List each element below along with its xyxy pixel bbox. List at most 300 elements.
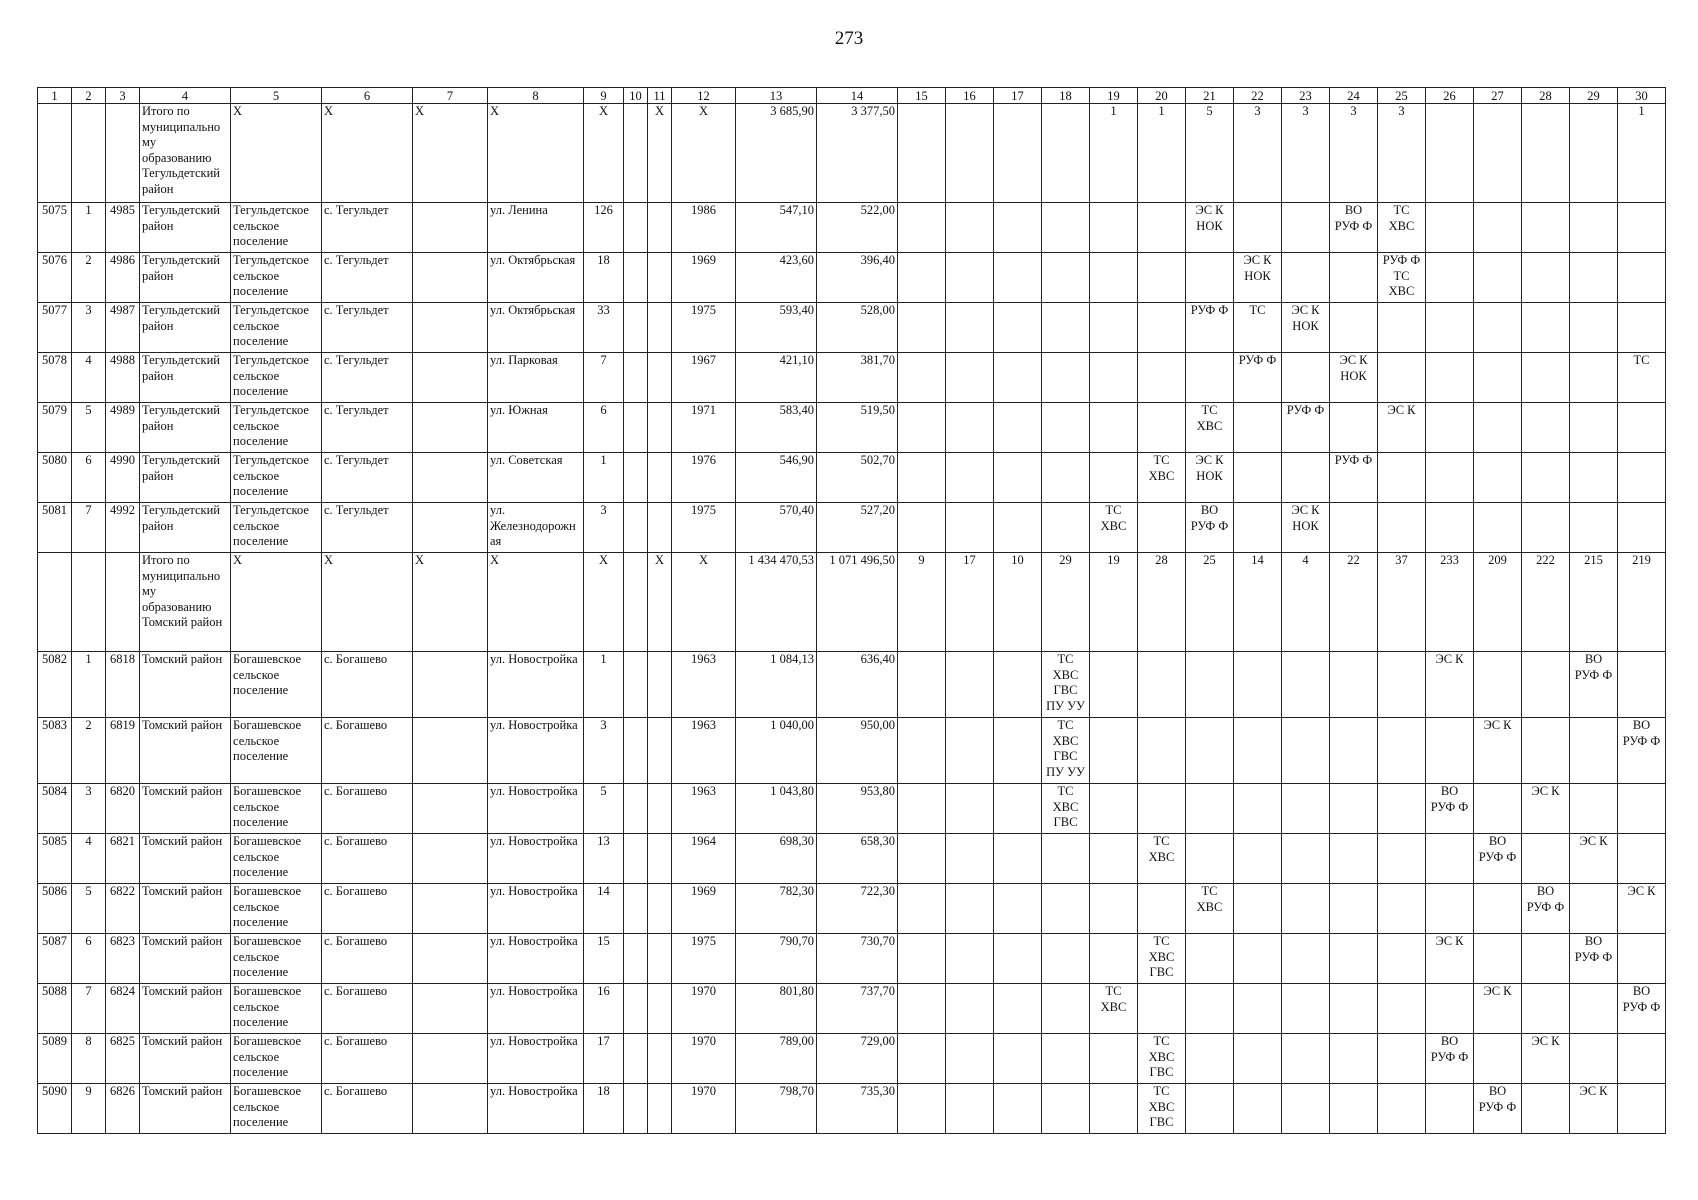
table-cell: Богашевское сельское поселение xyxy=(231,784,322,834)
table-cell: 1964 xyxy=(672,834,736,884)
table-cell xyxy=(624,652,648,718)
table-cell xyxy=(1618,253,1666,303)
table-cell: 1 043,80 xyxy=(736,784,817,834)
table-cell: 5090 xyxy=(38,1084,72,1134)
table-row xyxy=(38,652,1666,718)
table-cell xyxy=(1282,884,1330,934)
table-cell xyxy=(946,718,994,784)
table-cell: 1970 xyxy=(672,984,736,1034)
table-cell xyxy=(648,652,672,718)
table-cell xyxy=(1522,403,1570,453)
table-cell xyxy=(1522,303,1570,353)
table-cell xyxy=(1570,303,1618,353)
table-cell xyxy=(413,718,488,784)
table-cell xyxy=(1378,1034,1426,1084)
table-row xyxy=(38,453,1666,503)
column-number-cell: 24 xyxy=(1330,88,1378,104)
table-cell xyxy=(1042,104,1090,203)
table-cell: 219 xyxy=(1618,553,1666,652)
column-number-cell: 28 xyxy=(1522,88,1570,104)
table-cell: 546,90 xyxy=(736,453,817,503)
table-cell: ТС ХВС xyxy=(1186,884,1234,934)
table-cell xyxy=(1138,503,1186,553)
table-cell: 6 xyxy=(72,453,106,503)
table-row xyxy=(38,1034,1666,1084)
table-cell xyxy=(898,104,946,203)
table-cell: 33 xyxy=(584,303,624,353)
table-cell: 1 xyxy=(584,453,624,503)
table-cell xyxy=(1378,1084,1426,1134)
table-cell xyxy=(1090,784,1138,834)
table-cell xyxy=(1474,884,1522,934)
table-cell xyxy=(1378,784,1426,834)
column-number-cell: 17 xyxy=(994,88,1042,104)
table-cell xyxy=(1618,203,1666,253)
table-cell xyxy=(1330,652,1378,718)
table-cell: X xyxy=(231,104,322,203)
table-cell xyxy=(946,934,994,984)
table-cell xyxy=(1090,718,1138,784)
table-cell xyxy=(994,353,1042,403)
table-cell xyxy=(1570,453,1618,503)
table-cell xyxy=(1234,934,1282,984)
total-row xyxy=(38,553,1666,652)
table-cell: 1963 xyxy=(672,784,736,834)
table-cell: 1 084,13 xyxy=(736,652,817,718)
table-cell: ВО РУФ Ф xyxy=(1618,718,1666,784)
table-cell: 729,00 xyxy=(817,1034,898,1084)
table-cell: Богашевское сельское поселение xyxy=(231,718,322,784)
table-cell xyxy=(1570,203,1618,253)
table-cell xyxy=(624,253,648,303)
table-cell: ТС ХВС xyxy=(1090,984,1138,1034)
table-cell: Богашевское сельское поселение xyxy=(231,834,322,884)
table-cell: 5080 xyxy=(38,453,72,503)
table-cell: ТС xyxy=(1234,303,1282,353)
column-number-cell: 12 xyxy=(672,88,736,104)
table-cell xyxy=(1378,934,1426,984)
table-cell xyxy=(1474,652,1522,718)
table-cell: с. Богашево xyxy=(322,1084,413,1134)
column-number-cell: 27 xyxy=(1474,88,1522,104)
table-cell xyxy=(1426,104,1474,203)
table-row xyxy=(38,203,1666,253)
table-row xyxy=(38,884,1666,934)
table-cell: Тегульдетское сельское поселение xyxy=(231,353,322,403)
table-cell: 1971 xyxy=(672,403,736,453)
table-cell xyxy=(1090,934,1138,984)
table-cell: с. Тегульдет xyxy=(322,203,413,253)
table-cell: 6823 xyxy=(106,934,140,984)
table-cell: 1967 xyxy=(672,353,736,403)
column-number-cell: 22 xyxy=(1234,88,1282,104)
table-cell xyxy=(624,503,648,553)
table-cell xyxy=(624,104,648,203)
table-cell xyxy=(1330,403,1378,453)
table-cell: Томский район xyxy=(140,1084,231,1134)
table-cell: с. Богашево xyxy=(322,784,413,834)
table-cell: Томский район xyxy=(140,934,231,984)
table-cell: с. Богашево xyxy=(322,884,413,934)
table-cell xyxy=(1282,934,1330,984)
table-cell: Тегульдетский район xyxy=(140,353,231,403)
table-cell: ул. Новостройка xyxy=(488,884,584,934)
table-cell: 3 xyxy=(584,718,624,784)
table-cell: ул. Новостройка xyxy=(488,934,584,984)
table-cell: 215 xyxy=(1570,553,1618,652)
table-cell: 17 xyxy=(584,1034,624,1084)
table-cell xyxy=(1426,1084,1474,1134)
table-cell: ЭС К xyxy=(1522,784,1570,834)
table-cell xyxy=(994,934,1042,984)
table-cell xyxy=(1138,884,1186,934)
table-cell: 1970 xyxy=(672,1034,736,1084)
table-cell: 10 xyxy=(994,553,1042,652)
table-cell xyxy=(624,784,648,834)
table-cell: Богашевское сельское поселение xyxy=(231,1084,322,1134)
table-cell xyxy=(648,784,672,834)
table-cell xyxy=(1570,1034,1618,1084)
table-cell: ЭС К НОК xyxy=(1234,253,1282,303)
table-cell xyxy=(1426,403,1474,453)
table-cell xyxy=(1378,303,1426,353)
table-cell xyxy=(898,884,946,934)
table-cell xyxy=(898,784,946,834)
table-cell: ТС ХВС xyxy=(1090,503,1138,553)
table-cell xyxy=(1138,403,1186,453)
table-cell xyxy=(413,934,488,984)
table-cell: 5088 xyxy=(38,984,72,1034)
table-row xyxy=(38,403,1666,453)
table-cell: ВО РУФ Ф xyxy=(1522,884,1570,934)
table-cell xyxy=(1138,784,1186,834)
table-cell xyxy=(624,453,648,503)
table-cell: РУФ Ф xyxy=(1330,453,1378,503)
table-cell xyxy=(1618,834,1666,884)
table-cell xyxy=(898,403,946,453)
table-cell: 5078 xyxy=(38,353,72,403)
table-cell xyxy=(1282,253,1330,303)
table-cell xyxy=(946,403,994,453)
table-cell: 19 xyxy=(1090,553,1138,652)
table-cell xyxy=(1522,453,1570,503)
table-cell xyxy=(648,203,672,253)
table-cell xyxy=(1282,353,1330,403)
table-cell: 502,70 xyxy=(817,453,898,503)
table-cell: с. Тегульдет xyxy=(322,303,413,353)
table-cell xyxy=(1186,652,1234,718)
table-cell: 222 xyxy=(1522,553,1570,652)
table-cell xyxy=(1138,303,1186,353)
table-cell xyxy=(1042,203,1090,253)
table-cell xyxy=(946,353,994,403)
table-cell xyxy=(898,652,946,718)
table-cell: Богашевское сельское поселение xyxy=(231,984,322,1034)
table-cell: 570,40 xyxy=(736,503,817,553)
table-cell: 1 xyxy=(72,203,106,253)
table-cell: 4 xyxy=(72,353,106,403)
table-cell: 782,30 xyxy=(736,884,817,934)
table-cell: 4987 xyxy=(106,303,140,353)
table-cell: 7 xyxy=(584,353,624,403)
table-cell: РУФ Ф xyxy=(1282,403,1330,453)
table-cell: ВО РУФ Ф xyxy=(1618,984,1666,1034)
table-cell xyxy=(1282,718,1330,784)
table-row xyxy=(38,834,1666,884)
table-cell: с. Богашево xyxy=(322,984,413,1034)
table-cell xyxy=(1090,1034,1138,1084)
table-cell xyxy=(1234,884,1282,934)
table-cell: 1969 xyxy=(672,253,736,303)
column-number-cell: 15 xyxy=(898,88,946,104)
table-cell xyxy=(946,503,994,553)
table-cell xyxy=(648,253,672,303)
table-cell xyxy=(898,253,946,303)
page-number: 273 xyxy=(834,28,864,49)
table-cell xyxy=(413,303,488,353)
table-cell xyxy=(1474,1034,1522,1084)
table-cell xyxy=(1522,203,1570,253)
table-cell: 1963 xyxy=(672,718,736,784)
table-cell: X xyxy=(413,553,488,652)
table-cell: 4985 xyxy=(106,203,140,253)
table-cell: 4986 xyxy=(106,253,140,303)
table-cell xyxy=(1042,303,1090,353)
table-cell: 3 685,90 xyxy=(736,104,817,203)
table-cell: 18 xyxy=(584,1084,624,1134)
table-cell: 209 xyxy=(1474,553,1522,652)
table-cell xyxy=(1426,984,1474,1034)
table-cell xyxy=(1138,652,1186,718)
table-cell xyxy=(1090,453,1138,503)
table-cell xyxy=(1330,253,1378,303)
table-cell xyxy=(1186,784,1234,834)
table-cell: 4990 xyxy=(106,453,140,503)
table-cell xyxy=(1234,834,1282,884)
table-cell: 5081 xyxy=(38,503,72,553)
table-cell xyxy=(648,1084,672,1134)
total-row xyxy=(38,104,1666,203)
table-cell: 9 xyxy=(898,553,946,652)
column-number-cell: 16 xyxy=(946,88,994,104)
table-cell xyxy=(1234,403,1282,453)
table-cell: ул. Парковая xyxy=(488,353,584,403)
housing-register-table xyxy=(37,87,1666,1134)
table-cell: Тегульдетское сельское поселение xyxy=(231,403,322,453)
table-cell xyxy=(624,984,648,1034)
table-cell xyxy=(1138,203,1186,253)
table-cell: ВО РУФ Ф xyxy=(1330,203,1378,253)
table-cell: Томский район xyxy=(140,834,231,884)
table-cell: ТС xyxy=(1618,353,1666,403)
table-cell: 1 xyxy=(1138,104,1186,203)
table-cell xyxy=(1330,984,1378,1034)
table-cell xyxy=(1522,934,1570,984)
table-cell xyxy=(994,503,1042,553)
table-cell xyxy=(1378,718,1426,784)
table-cell: ТС ХВС xyxy=(1186,403,1234,453)
table-cell: Тегульдетское сельское поселение xyxy=(231,503,322,553)
table-cell: ЭС К xyxy=(1522,1034,1570,1084)
table-cell: 528,00 xyxy=(817,303,898,353)
table-cell xyxy=(1234,453,1282,503)
table-cell: 396,40 xyxy=(817,253,898,303)
table-cell: 14 xyxy=(584,884,624,934)
table-cell: ЭС К xyxy=(1378,403,1426,453)
table-cell: ВО РУФ Ф xyxy=(1426,784,1474,834)
table-cell: 698,30 xyxy=(736,834,817,884)
table-cell xyxy=(994,1084,1042,1134)
table-cell xyxy=(1474,403,1522,453)
table-cell xyxy=(1522,1084,1570,1134)
table-cell xyxy=(624,303,648,353)
table-cell: Тегульдетское сельское поселение xyxy=(231,203,322,253)
column-number-cell: 30 xyxy=(1618,88,1666,104)
table-cell: 1 xyxy=(72,652,106,718)
table-cell: с. Тегульдет xyxy=(322,253,413,303)
table-cell: 28 xyxy=(1138,553,1186,652)
table-cell xyxy=(1618,934,1666,984)
table-cell: 735,30 xyxy=(817,1084,898,1134)
table-cell: X xyxy=(413,104,488,203)
table-cell xyxy=(413,403,488,453)
table-cell xyxy=(1186,253,1234,303)
table-cell: 6821 xyxy=(106,834,140,884)
table-cell: 636,40 xyxy=(817,652,898,718)
table-cell xyxy=(38,553,72,652)
table-cell xyxy=(1330,884,1378,934)
table-cell: 5077 xyxy=(38,303,72,353)
table-cell xyxy=(898,984,946,1034)
table-cell xyxy=(1378,652,1426,718)
table-cell: с. Богашево xyxy=(322,934,413,984)
table-cell xyxy=(1474,253,1522,303)
table-cell: ЭС К НОК xyxy=(1186,203,1234,253)
table-cell xyxy=(1042,884,1090,934)
table-cell xyxy=(648,453,672,503)
table-cell: 722,30 xyxy=(817,884,898,934)
table-cell: ТС ХВС ГВС ПУ УУ xyxy=(1042,718,1090,784)
table-cell xyxy=(898,1034,946,1084)
table-cell: 5075 xyxy=(38,203,72,253)
table-cell: с. Тегульдет xyxy=(322,503,413,553)
table-cell: Тегульдетский район xyxy=(140,253,231,303)
table-cell xyxy=(1522,253,1570,303)
table-cell: ул. Новостройка xyxy=(488,718,584,784)
table-cell: ул. Советская xyxy=(488,453,584,503)
table-cell xyxy=(946,652,994,718)
table-cell: 3 xyxy=(72,303,106,353)
table-cell xyxy=(994,253,1042,303)
table-cell xyxy=(1186,1034,1234,1084)
table-cell: с. Тегульдет xyxy=(322,403,413,453)
table-cell: 737,70 xyxy=(817,984,898,1034)
table-cell: с. Тегульдет xyxy=(322,453,413,503)
table-cell xyxy=(1282,453,1330,503)
table-cell: 5 xyxy=(1186,104,1234,203)
table-row xyxy=(38,784,1666,834)
column-number-cell: 11 xyxy=(648,88,672,104)
table-cell: 9 xyxy=(72,1084,106,1134)
table-cell: 1969 xyxy=(672,884,736,934)
table-cell: 4988 xyxy=(106,353,140,403)
table-row xyxy=(38,984,1666,1034)
table-cell xyxy=(413,503,488,553)
table-cell: Тегульдетский район xyxy=(140,403,231,453)
table-cell: 3 xyxy=(584,503,624,553)
table-cell xyxy=(1618,784,1666,834)
table-cell xyxy=(1426,718,1474,784)
table-cell xyxy=(1186,1084,1234,1134)
table-cell xyxy=(1570,253,1618,303)
table-cell xyxy=(1522,834,1570,884)
table-cell: Томский район xyxy=(140,984,231,1034)
table-row xyxy=(38,718,1666,784)
table-cell: ТС ХВС ГВС xyxy=(1138,934,1186,984)
table-cell xyxy=(1378,884,1426,934)
table-cell xyxy=(1426,834,1474,884)
table-cell: ул. Новостройка xyxy=(488,984,584,1034)
table-cell: 1963 xyxy=(672,652,736,718)
table-cell: X xyxy=(672,553,736,652)
table-cell xyxy=(1378,503,1426,553)
table-cell: 527,20 xyxy=(817,503,898,553)
table-cell: ТС ХВС xyxy=(1378,203,1426,253)
table-cell: 233 xyxy=(1426,553,1474,652)
table-cell xyxy=(898,303,946,353)
table-cell xyxy=(994,203,1042,253)
table-cell xyxy=(1570,403,1618,453)
table-cell xyxy=(946,104,994,203)
table-cell xyxy=(1234,503,1282,553)
table-cell xyxy=(648,884,672,934)
table-cell: ул. Октябрьская xyxy=(488,253,584,303)
table-cell xyxy=(898,453,946,503)
table-cell xyxy=(946,784,994,834)
table-cell: ТС ХВС ГВС ПУ УУ xyxy=(1042,652,1090,718)
table-cell: 5087 xyxy=(38,934,72,984)
table-cell xyxy=(1234,984,1282,1034)
column-number-cell: 3 xyxy=(106,88,140,104)
table-cell xyxy=(1618,303,1666,353)
table-cell xyxy=(1090,303,1138,353)
table-cell: Томский район xyxy=(140,718,231,784)
table-cell xyxy=(413,884,488,934)
table-cell xyxy=(994,884,1042,934)
table-cell: 7 xyxy=(72,984,106,1034)
table-cell xyxy=(946,834,994,884)
table-cell: 16 xyxy=(584,984,624,1034)
table-cell: Богашевское сельское поселение xyxy=(231,1034,322,1084)
table-cell: Томский район xyxy=(140,784,231,834)
table-cell: 3 xyxy=(1330,104,1378,203)
column-number-cell: 10 xyxy=(624,88,648,104)
table-cell: ЭС К xyxy=(1474,718,1522,784)
table-cell: ЭС К НОК xyxy=(1186,453,1234,503)
table-cell xyxy=(1618,403,1666,453)
column-number-cell: 13 xyxy=(736,88,817,104)
table-cell xyxy=(1282,834,1330,884)
table-cell xyxy=(1474,934,1522,984)
table-cell xyxy=(1186,718,1234,784)
table-cell xyxy=(994,403,1042,453)
table-cell xyxy=(1186,353,1234,403)
table-cell: ВО РУФ Ф xyxy=(1474,834,1522,884)
table-cell: 953,80 xyxy=(817,784,898,834)
table-cell: 3 xyxy=(1234,104,1282,203)
table-cell: 5079 xyxy=(38,403,72,453)
table-cell xyxy=(1090,253,1138,303)
